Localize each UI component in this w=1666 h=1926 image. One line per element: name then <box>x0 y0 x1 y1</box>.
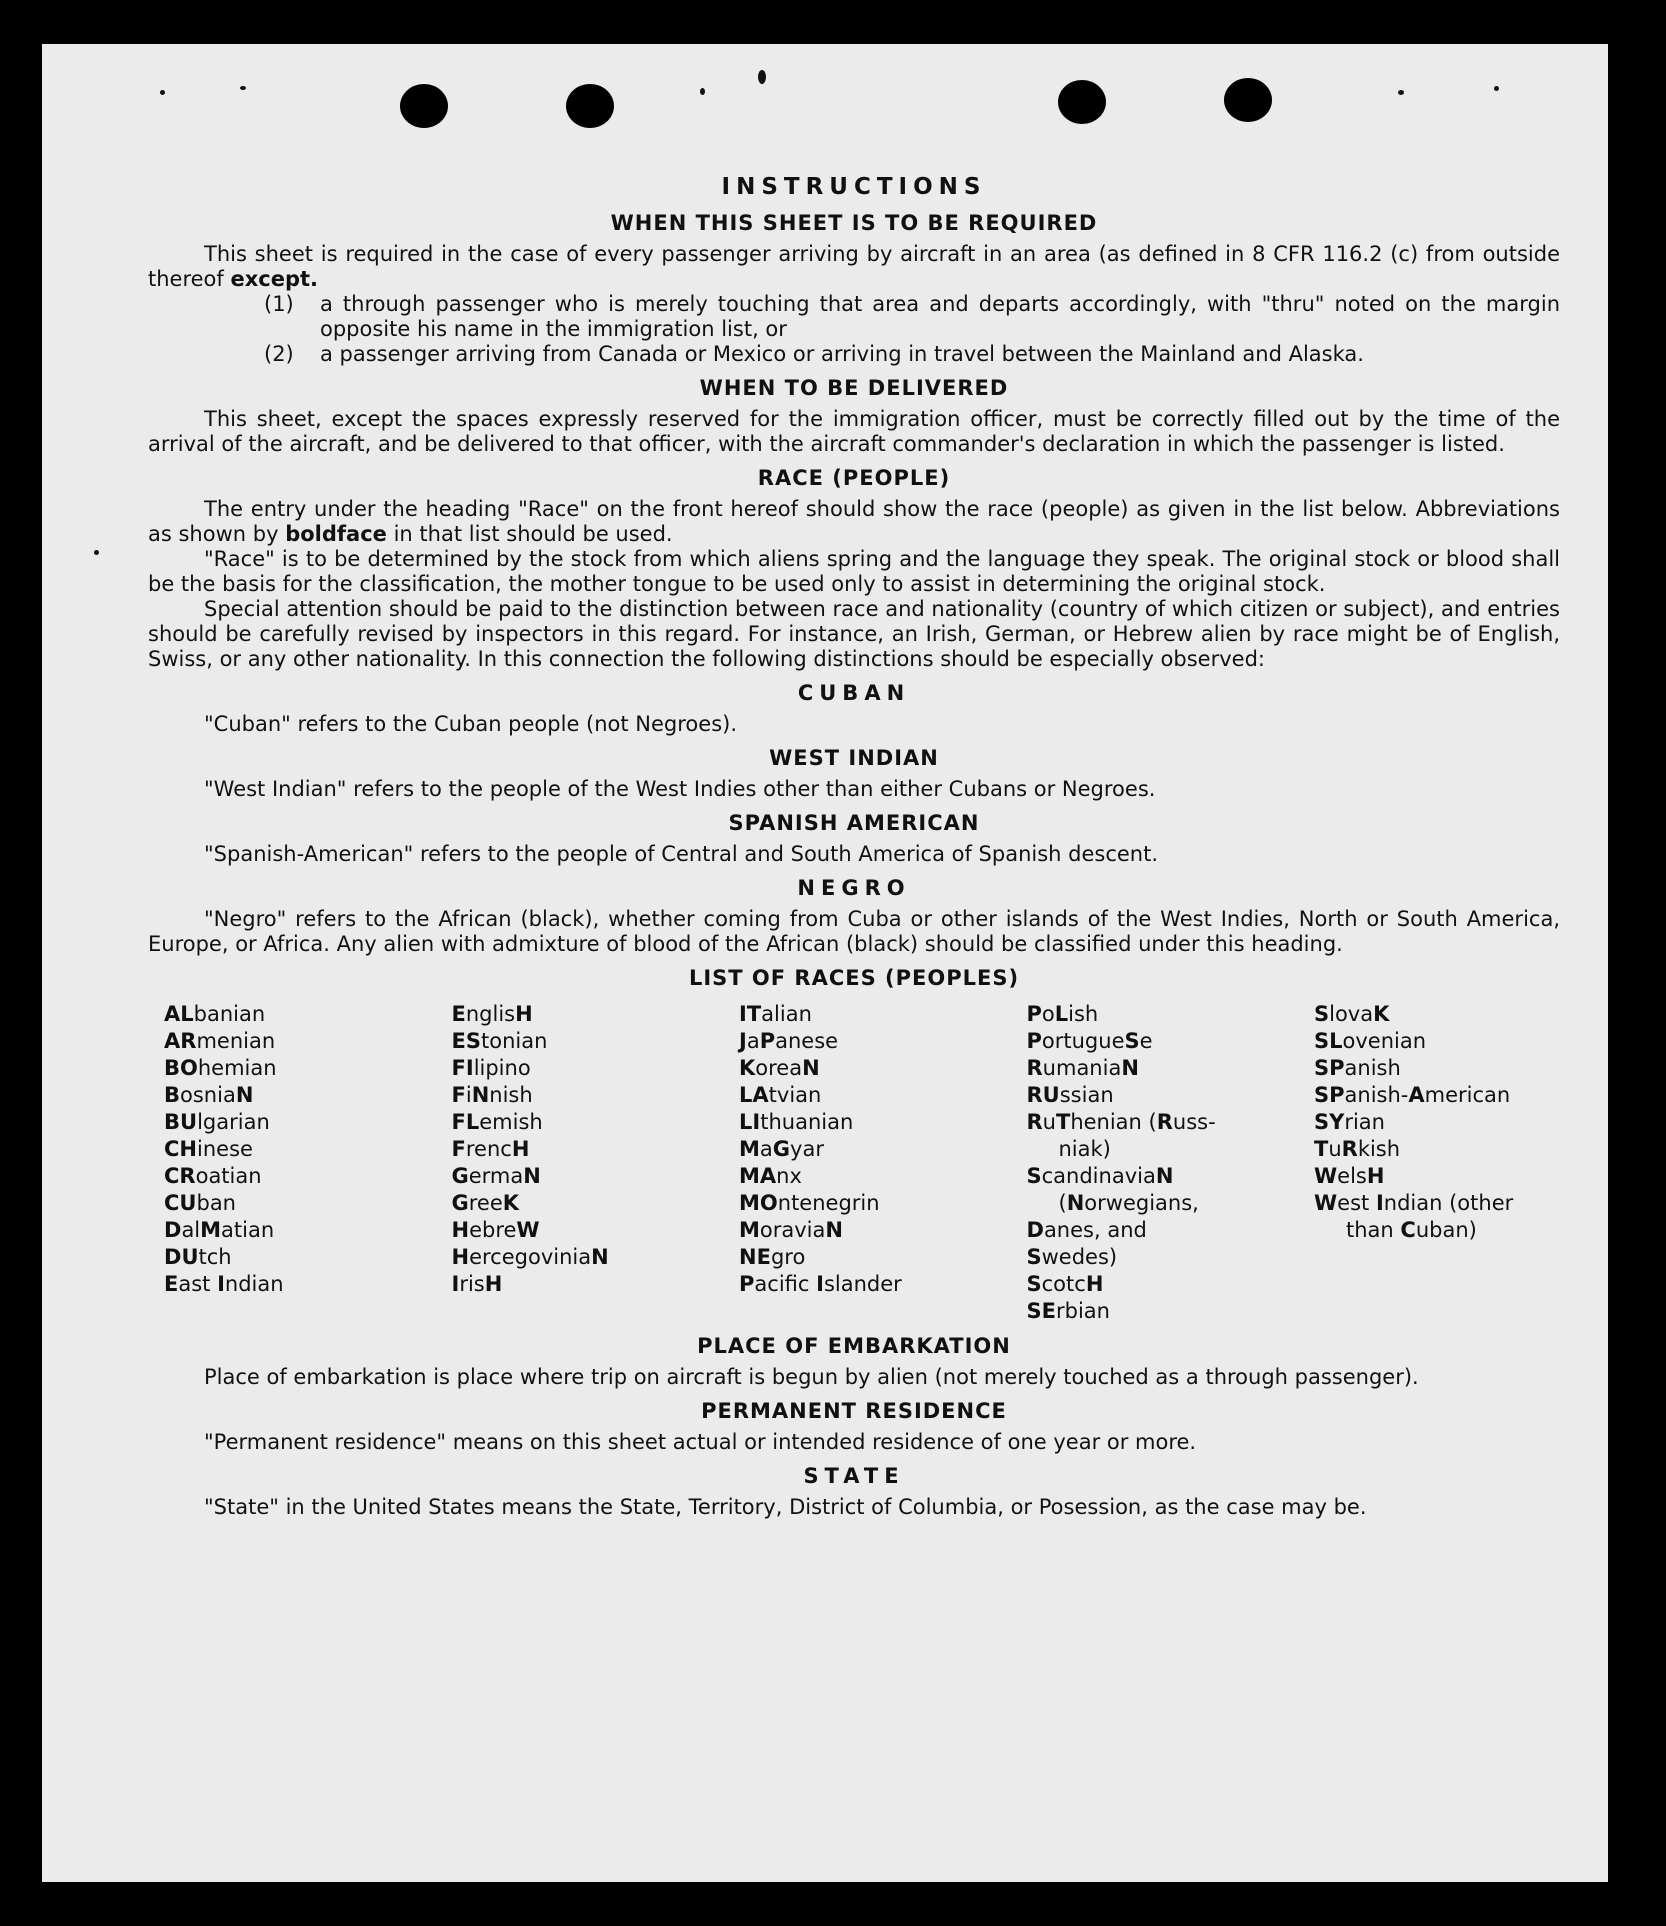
race-entry: East Indian <box>164 1272 284 1296</box>
speck <box>1494 86 1499 91</box>
race-entry: GreeK <box>451 1191 520 1215</box>
race-entry: CHinese <box>164 1137 253 1161</box>
residence-text: "Permanent residence" means on this sheet actual or intended residence of one year or more. <box>204 1430 1197 1454</box>
document-page <box>42 44 1608 1882</box>
punch-hole <box>400 84 448 128</box>
race-entry: FrencH <box>451 1137 530 1161</box>
race-paragraph-1: The entry under the heading "Race" on the front hereof should show the race (people) as given in the list below. Abbreviations as shown by boldface in that list should be used. <box>148 497 1560 546</box>
race-entry: FIlipino <box>451 1056 531 1080</box>
race-entry: PoLish <box>1026 1002 1099 1026</box>
race-entry: SlovaK <box>1314 1002 1390 1026</box>
race-entry: RUssian <box>1026 1083 1114 1107</box>
race-entry: BUlgarian <box>164 1110 270 1134</box>
race-entry: HercegoviniaN <box>451 1245 609 1269</box>
punch-hole <box>566 84 614 128</box>
race-entry: CRoatian <box>164 1164 262 1188</box>
speck <box>1398 90 1404 95</box>
section-heading-state: STATE <box>803 1464 905 1488</box>
section-heading-west-indian: WEST INDIAN <box>769 746 939 770</box>
race-entry: BOhemian <box>164 1056 277 1080</box>
race-entry: (Norwegians, <box>1058 1191 1199 1215</box>
section-heading-negro: NEGRO <box>797 876 911 900</box>
when-delivered-text: This sheet, except the spaces expressly reserved for the immigration officer, must be correctly filled out by the time of the arrival of the aircraft, and be delivered to that officer, with the aircraft commander's declaration in which the passenger is listed. <box>148 407 1560 456</box>
race-column <box>1027 1001 1267 1325</box>
race-entry: TuRkish <box>1314 1137 1401 1161</box>
race-entry: ARmenian <box>164 1029 276 1053</box>
race-entry: ScotcH <box>1026 1272 1104 1296</box>
page-title: INSTRUCTIONS <box>721 174 987 200</box>
race-entry: MAnx <box>739 1164 802 1188</box>
section-heading-race: RACE (PEOPLE) <box>757 466 951 490</box>
section-heading-when-required: WHEN THIS SHEET IS TO BE REQUIRED <box>610 211 1098 235</box>
spanish-american-text: "Spanish-American" refers to the people of Central and South America of Spanish descent. <box>204 842 1159 866</box>
race-entry: JaPanese <box>739 1029 839 1053</box>
race-entry: SLovenian <box>1314 1029 1427 1053</box>
race-entry: FLemish <box>451 1110 543 1134</box>
race-entry: HebreW <box>451 1218 540 1242</box>
race-entry: Danes, and <box>1026 1218 1147 1242</box>
race-column <box>739 1001 979 1325</box>
race-paragraph-2: "Race" is to be determined by the stock from which aliens spring and the language they speak. The original stock or blood shall be the basis for the classification, the mother tongue to be used only to assist in determining the original stock. <box>148 547 1560 596</box>
race-entry: MOntenegrin <box>739 1191 880 1215</box>
punch-hole <box>1058 80 1106 124</box>
west-indian-text: "West Indian" refers to the people of the West Indies other than either Cubans or Negroes. <box>204 777 1156 801</box>
race-entry: SPanish <box>1314 1056 1401 1080</box>
section-heading-spanish-american: SPANISH AMERICAN <box>728 811 980 835</box>
race-entry: niak) <box>1058 1137 1111 1161</box>
race-entry: KoreaN <box>739 1056 820 1080</box>
race-entry: MoraviaN <box>739 1218 843 1242</box>
negro-text: "Negro" refers to the African (black), whether coming from Cuba or other islands of the West Indies, North or South America, Europe, or Africa. Any alien with admixture of blood of the African (black) should be classified under this heading. <box>148 907 1560 956</box>
list-item: (2) a passenger arriving from Canada or Mexico or arriving in travel between the Mainland and Alaska. <box>264 342 1364 366</box>
speck <box>160 90 165 95</box>
race-column <box>164 1001 404 1325</box>
section-heading-when-delivered: WHEN TO BE DELIVERED <box>699 376 1009 400</box>
race-column <box>1314 1001 1554 1325</box>
instructions-content <box>148 172 1560 1520</box>
race-entry: EStonian <box>451 1029 548 1053</box>
speck <box>758 70 766 84</box>
section-heading-races-list: LIST OF RACES (PEOPLES) <box>688 966 1020 990</box>
when-required-intro: This sheet is required in the case of every passenger arriving by aircraft in an area (as defined in 8 CFR 116.2 (c) from outside thereof except. <box>148 242 1560 291</box>
race-entry: CUban <box>164 1191 236 1215</box>
embarkation-text: Place of embarkation is place where trip on aircraft is begun by alien (not merely touched as a through passenger). <box>204 1365 1419 1389</box>
race-entry: Swedes) <box>1026 1245 1118 1269</box>
punch-hole <box>1224 78 1272 122</box>
section-heading-residence: PERMANENT RESIDENCE <box>701 1399 1007 1423</box>
race-entry: EnglisH <box>451 1002 533 1026</box>
speck <box>240 86 246 90</box>
section-heading-embarkation: PLACE OF EMBARKATION <box>697 1334 1011 1358</box>
race-entry: Pacific Islander <box>739 1272 902 1296</box>
race-entry: SErbian <box>1026 1299 1110 1323</box>
race-entry: ScandinaviaN <box>1026 1164 1174 1188</box>
race-entry: ITalian <box>739 1002 812 1026</box>
race-entry: IrisH <box>451 1272 503 1296</box>
state-text: "State" in the United States means the State, Territory, District of Columbia, or Posession, as the case may be. <box>204 1495 1367 1519</box>
race-entry: FiNnish <box>451 1083 533 1107</box>
race-entry: West Indian (other <box>1314 1191 1514 1215</box>
race-entry: RumaniaN <box>1026 1056 1139 1080</box>
race-entry: GermaN <box>451 1164 541 1188</box>
race-entry: LAtvian <box>739 1083 822 1107</box>
race-entry: DalMatian <box>164 1218 275 1242</box>
speck <box>94 550 99 555</box>
race-entry: BosniaN <box>164 1083 254 1107</box>
race-entry: WelsH <box>1314 1164 1385 1188</box>
list-item: (1) a through passenger who is merely touching that area and departs accordingly, with "thru" noted on the margin opposite his name in the immigration list, or <box>264 292 1560 341</box>
race-column <box>452 1001 692 1325</box>
cuban-text: "Cuban" refers to the Cuban people (not Negroes). <box>204 712 738 736</box>
race-entry: PortugueSe <box>1026 1029 1153 1053</box>
speck <box>700 88 705 95</box>
race-entry: ALbanian <box>164 1002 266 1026</box>
race-entry: LIthuanian <box>739 1110 854 1134</box>
race-entry: SYrian <box>1314 1110 1385 1134</box>
section-heading-cuban: CUBAN <box>797 681 911 705</box>
race-entry: NEgro <box>739 1245 806 1269</box>
race-entry: SPanish-American <box>1314 1083 1511 1107</box>
race-entry: DUtch <box>164 1245 232 1269</box>
races-list <box>148 1001 1560 1325</box>
race-entry: RuThenian (Russ- <box>1026 1110 1216 1134</box>
race-entry: than Cuban) <box>1346 1218 1477 1242</box>
race-paragraph-3: Special attention should be paid to the distinction between race and nationality (country of which citizen or subject), and entries should be carefully revised by inspectors in this regard. For instance, an Irish, German, or Hebrew alien by race might be of English, Swiss, or any other nationality. In this connection the following distinctions should be especially observed: <box>148 597 1560 671</box>
race-entry: MaGyar <box>739 1137 824 1161</box>
